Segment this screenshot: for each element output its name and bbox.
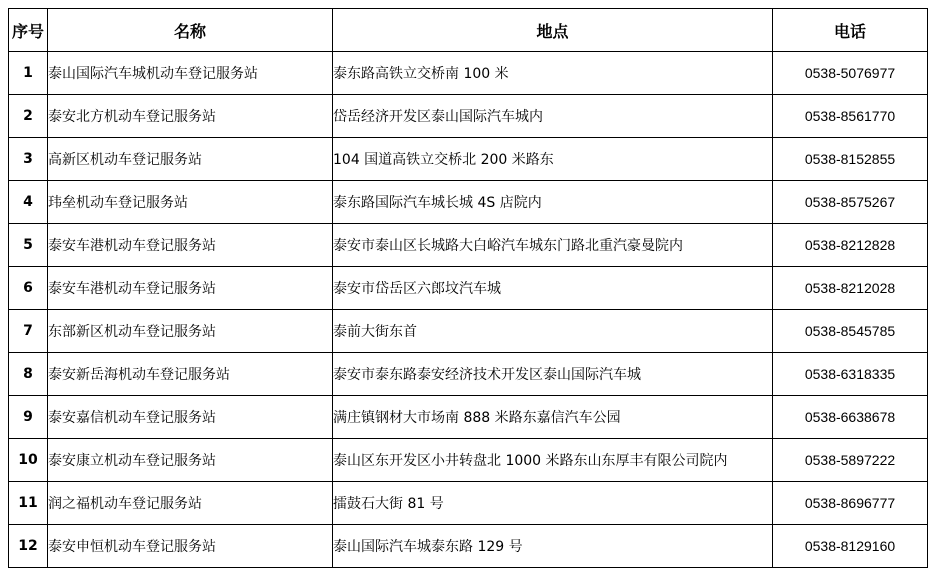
- row-address: 泰东路高铁立交桥南 100 米: [333, 52, 773, 95]
- row-phone: 0538-5076977: [773, 52, 928, 95]
- table-row: [9, 52, 928, 95]
- row-phone: 0538-8212028: [773, 267, 928, 310]
- row-address: 泰安市岱岳区六郎坟汽车城: [333, 267, 773, 310]
- row-address: 岱岳经济开发区泰山国际汽车城内: [333, 95, 773, 138]
- header-address: 地点: [333, 9, 773, 52]
- header-phone: 电话: [773, 9, 928, 52]
- row-index: 12: [9, 525, 48, 568]
- row-name: 东部新区机动车登记服务站: [48, 310, 333, 353]
- row-index: 7: [9, 310, 48, 353]
- row-phone: 0538-6638678: [773, 396, 928, 439]
- table-row: [9, 224, 928, 267]
- table-row: [9, 267, 928, 310]
- row-address: 泰安市泰东路泰安经济技术开发区泰山国际汽车城: [333, 353, 773, 396]
- table-header-row: [9, 9, 928, 52]
- row-address: 擂鼓石大街 81 号: [333, 482, 773, 525]
- row-phone: 0538-8152855: [773, 138, 928, 181]
- row-index: 4: [9, 181, 48, 224]
- row-phone: 0538-5897222: [773, 439, 928, 482]
- row-phone: 0538-6318335: [773, 353, 928, 396]
- row-index: 3: [9, 138, 48, 181]
- table-row: [9, 95, 928, 138]
- table-row: [9, 525, 928, 568]
- row-index: 10: [9, 439, 48, 482]
- row-address: 泰东路国际汽车城长城 4S 店院内: [333, 181, 773, 224]
- row-name: 泰山国际汽车城机动车登记服务站: [48, 52, 333, 95]
- table-row: [9, 181, 928, 224]
- row-index: 9: [9, 396, 48, 439]
- row-name: 泰安申恒机动车登记服务站: [48, 525, 333, 568]
- row-name: 泰安嘉信机动车登记服务站: [48, 396, 333, 439]
- row-address: 泰安市泰山区长城路大白峪汽车城东门路北重汽豪曼院内: [333, 224, 773, 267]
- row-index: 5: [9, 224, 48, 267]
- row-name: 泰安北方机动车登记服务站: [48, 95, 333, 138]
- row-address: 泰山国际汽车城泰东路 129 号: [333, 525, 773, 568]
- row-address: 104 国道高铁立交桥北 200 米路东: [333, 138, 773, 181]
- table-row: [9, 482, 928, 525]
- row-index: 1: [9, 52, 48, 95]
- row-name: 玮垒机动车登记服务站: [48, 181, 333, 224]
- row-phone: 0538-8129160: [773, 525, 928, 568]
- row-phone: 0538-8575267: [773, 181, 928, 224]
- row-phone: 0538-8545785: [773, 310, 928, 353]
- table-row: [9, 439, 928, 482]
- row-index: 8: [9, 353, 48, 396]
- row-address: 泰前大街东首: [333, 310, 773, 353]
- row-name: 泰安车港机动车登记服务站: [48, 267, 333, 310]
- row-address: 泰山区东开发区小井转盘北 1000 米路东山东厚丰有限公司院内: [333, 439, 773, 482]
- table-row: [9, 396, 928, 439]
- row-address: 满庄镇钢材大市场南 888 米路东嘉信汽车公园: [333, 396, 773, 439]
- row-phone: 0538-8212828: [773, 224, 928, 267]
- row-phone: 0538-8696777: [773, 482, 928, 525]
- table-row: [9, 310, 928, 353]
- row-index: 2: [9, 95, 48, 138]
- row-phone: 0538-8561770: [773, 95, 928, 138]
- header-index: 序号: [9, 9, 48, 52]
- row-name: 高新区机动车登记服务站: [48, 138, 333, 181]
- row-name: 泰安车港机动车登记服务站: [48, 224, 333, 267]
- row-index: 6: [9, 267, 48, 310]
- table-row: [9, 353, 928, 396]
- row-index: 11: [9, 482, 48, 525]
- row-name: 泰安康立机动车登记服务站: [48, 439, 333, 482]
- table-row: [9, 138, 928, 181]
- row-name: 润之福机动车登记服务站: [48, 482, 333, 525]
- row-name: 泰安新岳海机动车登记服务站: [48, 353, 333, 396]
- registration-station-table: [8, 8, 928, 568]
- header-name: 名称: [48, 9, 333, 52]
